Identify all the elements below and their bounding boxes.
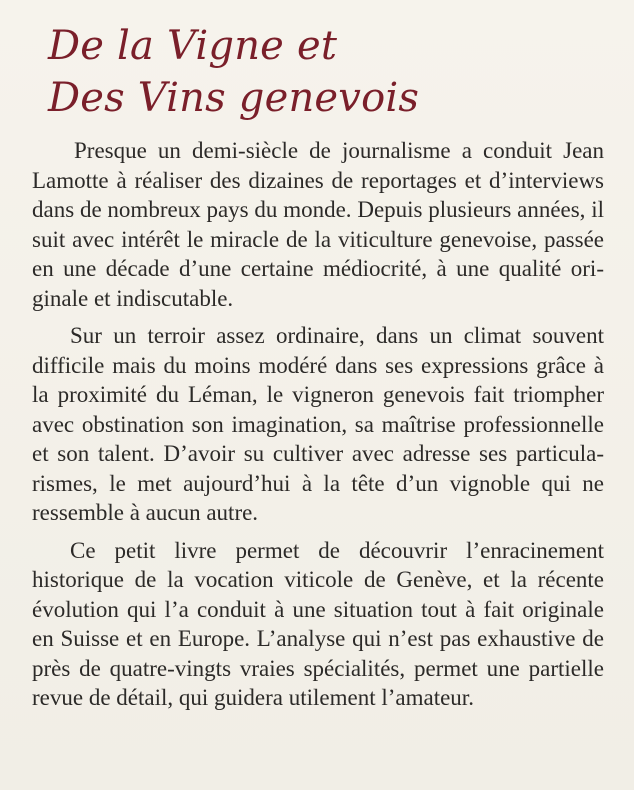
title-line-1: De la Vigne et — [48, 23, 338, 69]
paragraph-3: Ce petit livre permet de découvrir l’enracinement historique de la vocation viticole de Genève, et la récente évolution qui l’a conduit à une situation tout à fait originale en Suisse et en Europe. L’analyse qui n’est pas exhaustive de près de quatre-vingts vraies spécialités, permet une partielle revue de détail, qui guidera utilement l’amateur. — [32, 537, 604, 710]
paragraph-2: Sur un terroir assez ordinaire, dans un climat souvent difficile mais du moins modéré dans ses expressions grâce à la proximité du Léman, le vigneron genevois fait triompher avec obstination son imagination, sa maîtrise professionnelle et son talent. D’avoir su cultiver avec adresse ses particularismes, le met aujourd’hui à la tête d’un vignoble qui ne ressemble à aucun autre. — [32, 323, 604, 525]
title-line-2: Des Vins genevois — [48, 75, 420, 121]
body-text — [32, 136, 604, 721]
paragraph-1: Presque un demi-siècle de journalisme a conduit Jean Lamotte à réaliser des dizaines de reportages et d’interviews dans de nombreux pays du monde. Depuis plusieurs années, il suit avec intérêt le miracle de la viticulture genevoise, passée en une décade d’une certaine médiocrité, à une qualité originale et indiscutable. — [32, 138, 604, 311]
